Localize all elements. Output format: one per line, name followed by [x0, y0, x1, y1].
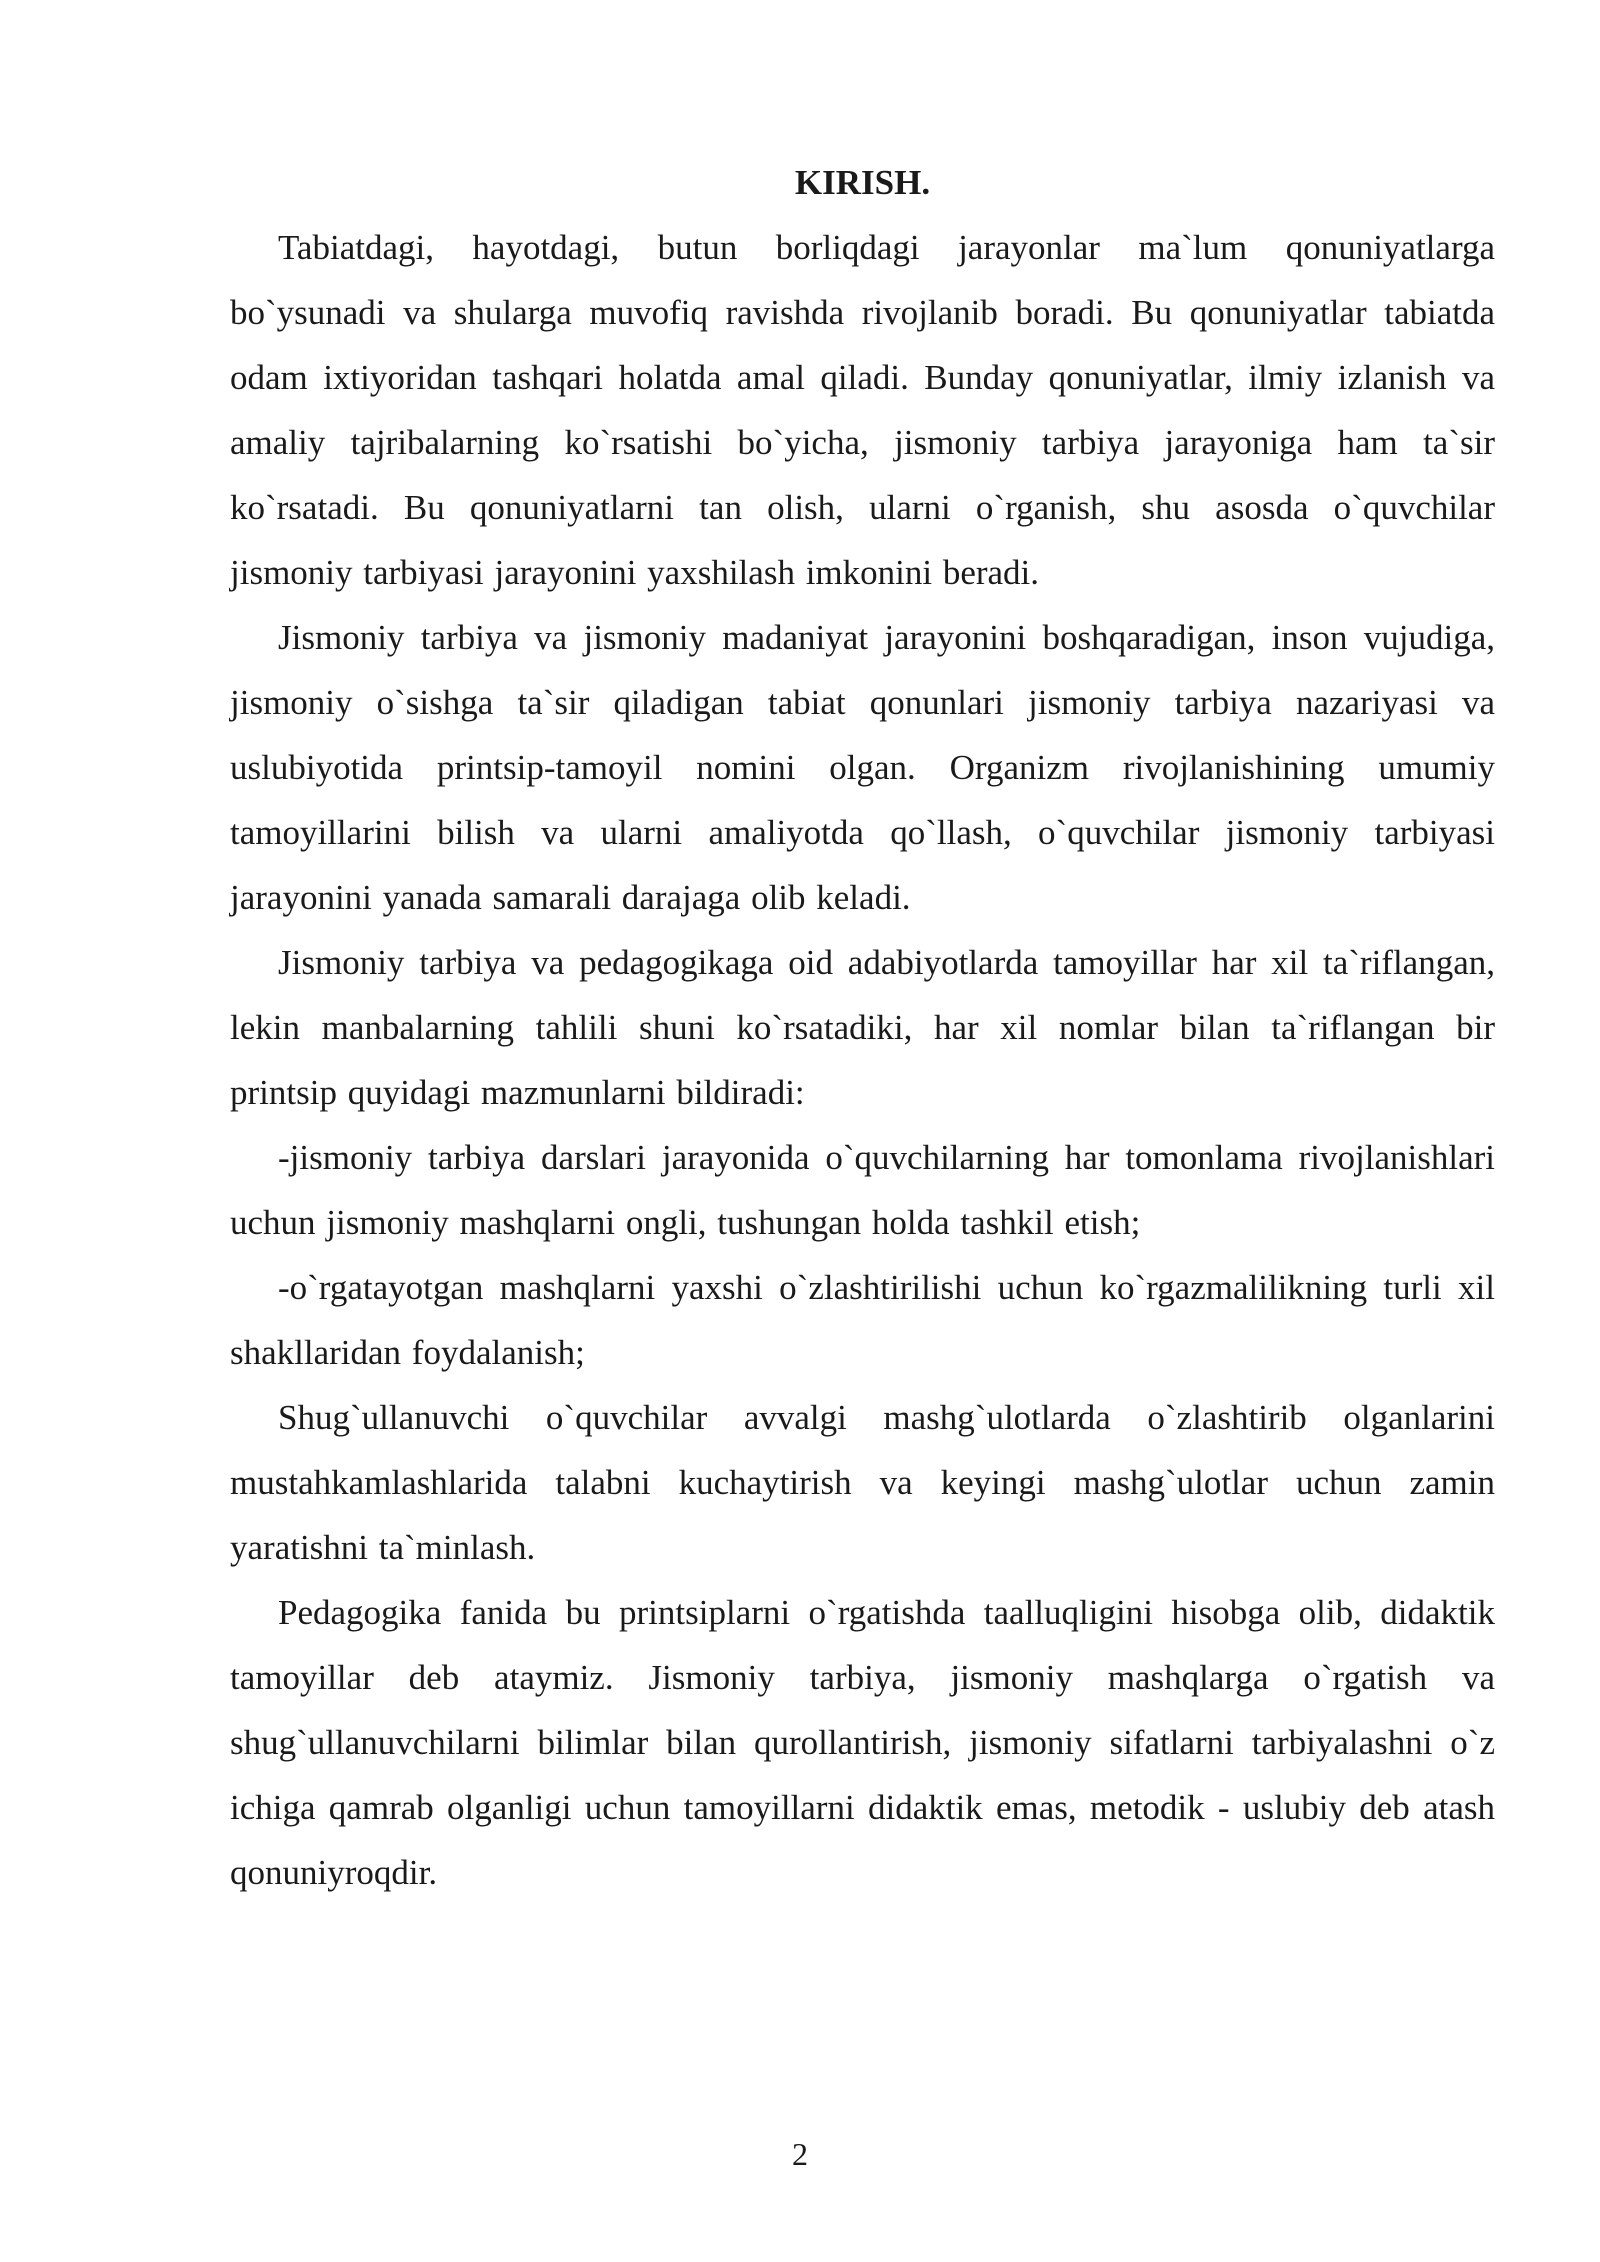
paragraph-2: Jismoniy tarbiya va jismoniy madaniyat jarayonini boshqaradigan, inson vujudiga, jismoniy o`sishga ta`sir qiladigan tabiat qonunlari jismoniy tarbiya nazariyasi va uslubiyotida printsip-tamoyil nomini olgan. Organizm rivojlanishining umumiy tamoyillarini bilish va ularni amaliyotda qo`llash, o`quvchilar jismoniy tarbiyasi jarayonini yanada samarali darajaga olib keladi.: [230, 618, 1495, 917]
paragraph-5: Pedagogika fanida bu printsiplarni o`rgatishda taalluqligini hisobga olib, didaktik tamoyillar deb ataymiz. Jismoniy tarbiya, jismoniy mashqlarga o`rgatish va shug`ullanuvchilarni bilimlar bilan qurollantirish, jismoniy sifatlarni tarbiyalashni o`z ichiga qamrab olganligi uchun tamoyillarni didaktik emas, metodik - uslubiy deb atash qonuniyroqdir.: [230, 1593, 1495, 1892]
paragraph-4: Shug`ullanuvchi o`quvchilar avvalgi mashg`ulotlarda o`zlashtirib olganlarini mustahkamlashlarida talabni kuchaytirish va keyingi mashg`ulotlar uchun zamin yaratishni ta`minlash.: [230, 1398, 1495, 1567]
list-item-2: -o`rgatayotgan mashqlarni yaxshi o`zlashtirilishi uchun ko`rgazmalilikning turli xil shakllaridan foydalanish;: [230, 1268, 1495, 1372]
paragraph-3: Jismoniy tarbiya va pedagogikaga oid adabiyotlarda tamoyillar har xil ta`riflangan, lekin manbalarning tahlili shuni ko`rsatadiki, har xil nomlar bilan ta`riflangan bir printsip quyidagi mazmunlarni bildiradi:: [230, 943, 1495, 1112]
section-title: KIRISH.: [794, 163, 931, 202]
page-content: [230, 150, 1495, 1905]
list-item-1: -jismoniy tarbiya darslari jarayonida o`quvchilarning har tomonlama rivojlanishlari uchun jismoniy mashqlarni ongli, tushungan holda tashkil etish;: [230, 1138, 1495, 1242]
paragraph-1: Tabiatdagi, hayotdagi, butun borliqdagi jarayonlar ma`lum qonuniyatlarga bo`ysunadi va shularga muvofiq ravishda rivojlanib boradi. Bu qonuniyatlar tabiatda odam ixtiyoridan tashqari holatda amal qiladi. Bunday qonuniyatlar, ilmiy izlanish va amaliy tajribalarning ko`rsatishi bo`yicha, jismoniy tarbiya jarayoniga ham ta`sir ko`rsatadi. Bu qonuniyatlarni tan olish, ularni o`rganish, shu asosda o`quvchilar jismoniy tarbiyasi jarayonini yaxshilash imkonini beradi.: [230, 228, 1495, 592]
page-number: 2: [792, 2136, 808, 2172]
